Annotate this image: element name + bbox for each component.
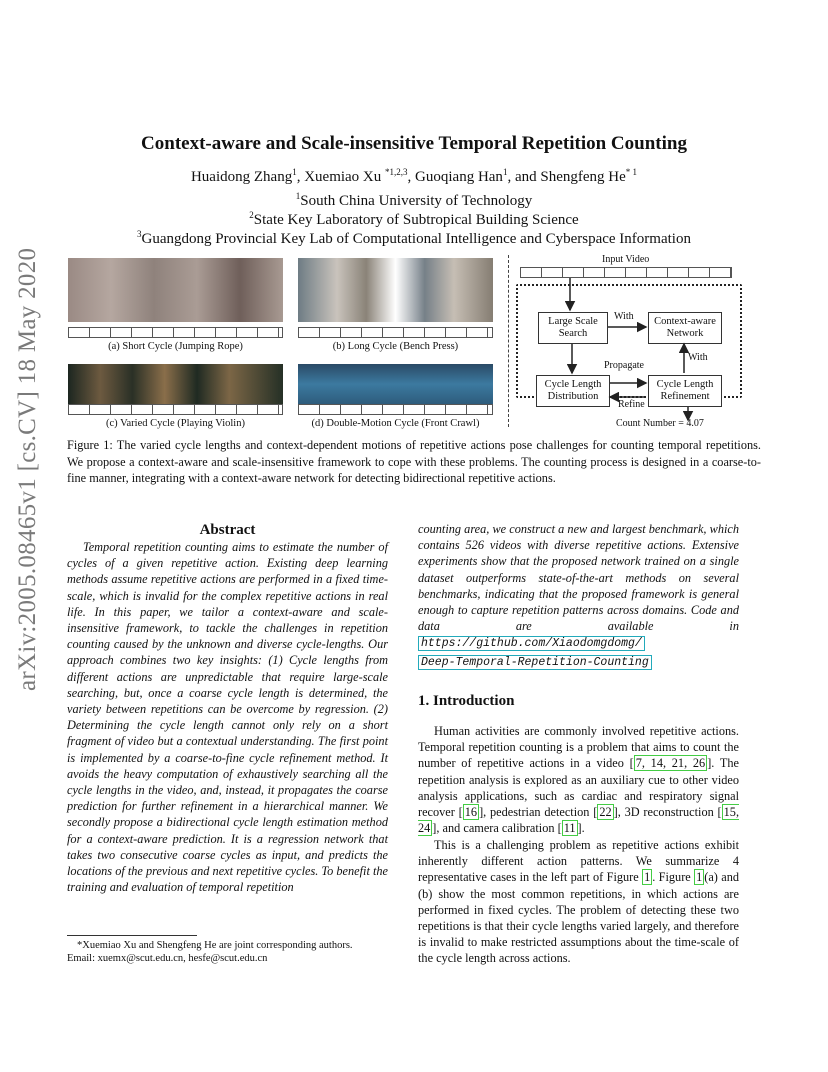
author-mark: 1 xyxy=(292,167,297,177)
introduction-heading: 1. Introduction xyxy=(418,693,515,709)
footnote-authors: *Xuemiao Xu and Shengfeng He are joint corresponding authors. xyxy=(77,940,353,951)
timeline-strip xyxy=(68,404,283,415)
propagate-label: Propagate xyxy=(604,360,644,371)
cycle-length-distribution-box: Cycle Length Distribution xyxy=(536,375,610,407)
timeline-strip xyxy=(68,327,283,338)
citation-link[interactable]: 7, 14, 21, 26 xyxy=(635,756,706,771)
author-name: Huaidong Zhang xyxy=(190,169,293,185)
citation-link[interactable]: 11 xyxy=(563,821,576,836)
footnote xyxy=(67,939,397,965)
figure-caption: Figure 1: The varied cycle lengths and context-dependent motions of repetitive actions pose challenges for counting temporal repetitions. We propose a context-aware and scale-insensitive framework to cope with these problems. The counting process is designed in a coarse-to-fine manner, integrating with a context-aware network for detecting bidirectional repetitive actions. xyxy=(67,438,761,485)
abstract-continued xyxy=(418,521,739,671)
cycle-length-refinement-box: Cycle Length Refinement xyxy=(648,375,722,407)
author-mark: 1 xyxy=(502,167,508,177)
citation-link[interactable]: 16 xyxy=(464,805,478,820)
abstract-continued-text: counting area, we construct a new and largest benchmark, which contains 526 videos with diverse repetitive actions. Extensive experiments show that the proposed network trained on a single dataset outperforms state-of-the-art methods on several benchmarks, indicating that the proposed framework is general enough to capture repetition patterns across domains. Code and data are available in xyxy=(418,522,739,634)
citation-link[interactable]: 15, 24 xyxy=(418,805,740,836)
panel-divider xyxy=(508,255,510,427)
subcaption-c: (c) Varied Cycle (Playing Violin) xyxy=(106,418,245,429)
bench-press-image xyxy=(298,258,493,322)
intro-paragraph-2: This is a challenging problem as repetitive actions exhibit inherently different action patterns. We summarize 4 representative cases in the left part of Figure 1 . Figure 1 (a) and (b) show the most common repetitions, in which actions are performed in fixed cycles. The problem of detecting these two repetitions is that their cycle lengths varied largely, and therefore is invalid to make restricted assumptions about the time-scale of the cycle length across actions. xyxy=(418,838,739,966)
author-list: Huaidong Zhang$^1$, Xuemiao Xu $^{*1,2,3}$, Guoqiang Han$^1$, and Shengfeng He$^{* 1}$ xyxy=(190,167,638,185)
count-number-label: Count Number = 4.07 xyxy=(616,418,704,429)
footnote-email: Email: xuemx@scut.edu.cn, hesfe@scut.edu.cn xyxy=(67,953,268,964)
author-mark: *1,2,3 xyxy=(385,167,408,177)
arxiv-identifier: arXiv:2005.08465v1 [cs.CV] 18 May 2020 xyxy=(14,247,41,691)
affiliation-2: $^2$State Key Laboratory of Subtropical Building Science xyxy=(249,210,579,228)
input-video-label: Input Video xyxy=(602,254,650,265)
author-name: Guoqiang Han xyxy=(415,169,503,185)
pipeline-diagram xyxy=(512,254,748,430)
footnote-rule xyxy=(67,935,197,936)
timeline-strip xyxy=(298,327,493,338)
github-link[interactable]: Deep-Temporal-Repetition-Counting xyxy=(418,655,652,670)
front-crawl-image xyxy=(298,364,493,404)
context-aware-network-box: Context-aware Network xyxy=(648,312,722,344)
figure-link[interactable]: 1 xyxy=(696,870,703,885)
citation-link[interactable]: 22 xyxy=(599,805,612,820)
abstract-text: Temporal repetition counting aims to estimate the number of cycles of a given repetitive action. Existing deep learning methods assume repetitive actions are performed in a fixed time-scale, which is invalid for the complex repetitive actions in real life. In this paper, we tailor a context-aware and scale-insensitive framework, to tackle the challenges in repetition counting caused by the unknown and diverse cycle-lengths. Our approach combines two key insights: (1) Cycle lengths from different actions are unpredictable that require large-scale searching, but, once a coarse cycle length is determined, the variety between repetitions can be overcome by regression. (2) Determining the cycle length cannot only rely on a short fragment of video but a contextual understanding. The first point is implemented by a coarse-to-fine cycle refinement method. It avoids the heavy computation of exhaustively searching all the cycle lengths in the video, and, instead, it propagates the coarse prediction for further refinement in a hierarchical manner. We secondly propose a bidirectional cycle length estimation method for a context-aware prediction. It is a regression network that takes two consecutive coarse cycles as input, and predicts the locations of the previous and next repetitive cycles. To benefit the training and evaluation of temporal repetition xyxy=(67,540,388,895)
with-label: With xyxy=(688,352,708,363)
violin-image xyxy=(68,364,283,404)
intro-paragraph-1: Human activities are commonly involved repetitive actions. Temporal repetition counting is a problem that aims to count the number of repetitive actions in a video [ 7, 14, 21, 26 ]. The repetition analysis is explored as an auxiliary cue to other video analysis applications, such as cardiac and respiratory signal recover [ 16 ], pedestrian detection [ 22 ], 3D reconstruction [ 15, 24 ], and camera calibration [ 11 ]. xyxy=(418,724,740,836)
author-name: Xuemiao Xu xyxy=(304,169,382,185)
refine-label: Refine xyxy=(618,399,645,410)
timeline-strip xyxy=(298,404,493,415)
github-link[interactable]: https://github.com/Xiaodomgdomg/ xyxy=(418,636,645,651)
paper-title: Context-aware and Scale-insensitive Temporal Repetition Counting xyxy=(141,133,687,154)
subcaption-b: (b) Long Cycle (Bench Press) xyxy=(332,341,459,352)
large-scale-search-box: Large Scale Search xyxy=(538,312,608,344)
abstract-heading: Abstract xyxy=(199,522,256,538)
author-name: Shengfeng He xyxy=(540,169,626,185)
subcaption-a: (a) Short Cycle (Jumping Rope) xyxy=(108,341,243,352)
affiliation-3: $^3$Guangdong Provincial Key Lab of Computational Intelligence and Cyberspace Information xyxy=(137,229,691,247)
jumping-rope-image xyxy=(68,258,283,322)
affiliation-1: $^1$South China University of Technology xyxy=(295,191,533,209)
with-label: With xyxy=(614,311,634,322)
subcaption-d: (d) Double-Motion Cycle (Front Crawl) xyxy=(311,418,480,429)
figure-link[interactable]: 1 xyxy=(644,870,651,885)
author-mark: * 1 xyxy=(625,167,638,177)
